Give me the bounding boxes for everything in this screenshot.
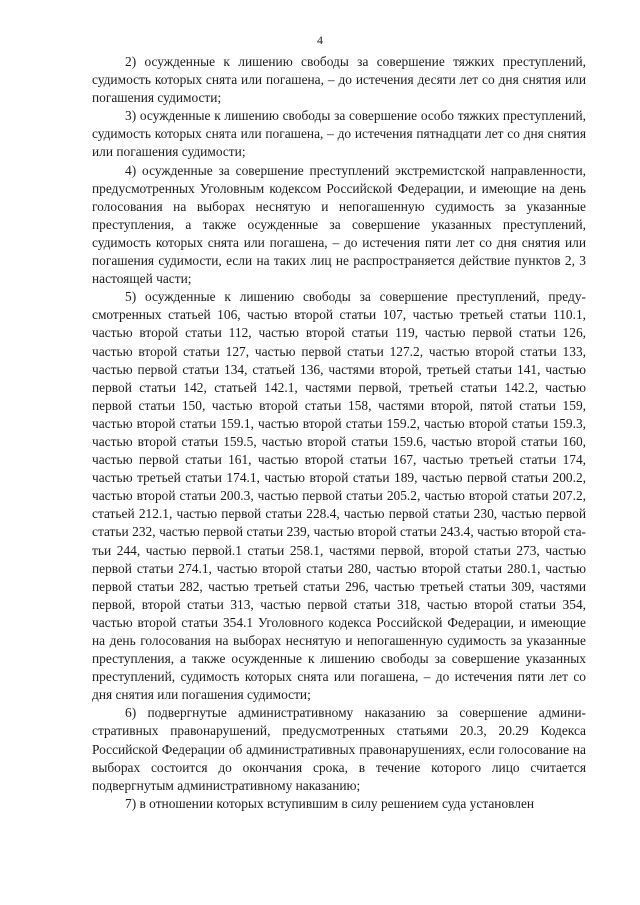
paragraph-item-7: 7) в отношении которых вступившим в силу решением суда установлен [125, 795, 535, 811]
document-body [92, 53, 586, 813]
page-number: 4 [317, 33, 323, 47]
paragraph-item-4: 4) осужденные за совершение преступлений экстремистской направленности, предусмотренных Уголовным кодексом Российской Федерации, и имеющие на день голосования на выборах неснятую и непогашенную судимость за указанные преступления, а также осужденные за совершение указанных преступлений, судимость которых снята или погашена, – до истечения пяти лет со дня снятия или погашения судимости, если на таких лиц не распространяется действие пунктов 2, 3 настоящей части; [92, 162, 586, 287]
paragraph-item-3: 3) осужденные к лишению свободы за совершение особо тяжких преступлений, судимость которых снята или погашена, – до истечения пятнадцати лет со дня снятия или погашения судимости; [92, 108, 586, 160]
paragraph-item-6: 6) подвергнутые административному наказанию за совершение административных правонарушений, предусмотренных статьями 20.3, 20.29 Кодекса Российской Федерации об административных правонарушениях, если голосование на выборах состоится до окончания срока, в течение которого лицо считается подвергнутым административному наказанию; [92, 705, 586, 793]
paragraph-item-5: 5) осужденные к лишению свободы за совершение преступлений, предусмотренных статьей 106, частью второй статьи 107, частью третьей статьи 110.1, частью второй статьи 112, частью второй статьи 119, частью первой статьи 126, частью второй статьи 127, частью первой статьи 127.2, частью второй статьи 133, частью первой статьи 134, статьей 136, частями второй, третьей статьи 141, частью первой статьи 142, статьей 142.1, частями первой, третьей статьи 142.2, частью первой статьи 150, частью второй статьи 158, частями второй, пятой статьи 159, частью второй статьи 159.1, частью второй статьи 159.2, частью второй статьи 159.3, частью второй статьи 159.5, частью второй статьи 159.6, частью второй статьи 160, частью первой статьи 161, частью второй статьи 167, частью третьей статьи 174, частью третьей статьи 174.1, частью второй статьи 189, частью первой статьи 200.2, частью второй статьи 200.3, частью первой статьи 205.2, частью второй статьи 207.2, статьей 212.1, частью первой статьи 228.4, частью первой статьи 230, частью первой статьи 232, частью первой статьи 239, частью второй статьи 243.4, частью второй статьи 244, частью первой.1 статьи 258.1, частями первой, второй статьи 273, частью первой статьи 274.1, частью второй статьи 280, частью второй статьи 280.1, частью первой статьи 282, частью третьей статьи 296, частью третьей статьи 309, частями первой, второй статьи 313, частью первой статьи 318, частью второй статьи 354, частью второй статьи 354.1 Уголовного кодекса Российской Федерации, и имеющие на день голосования на выборах неснятую и непогашенную судимость за указанные преступления, а также осужденные к лишению свободы за совершение указанных преступлений, судимость которых снята или погашена, – до истечения пяти лет со дня снятия или погашения судимости; [92, 289, 586, 703]
paragraph-item-2: 2) осужденные к лишению свободы за совершение тяжких преступлений, судимость которых снята или погашена, – до истечения десяти лет со дня снятия или погашения судимости; [92, 54, 586, 106]
